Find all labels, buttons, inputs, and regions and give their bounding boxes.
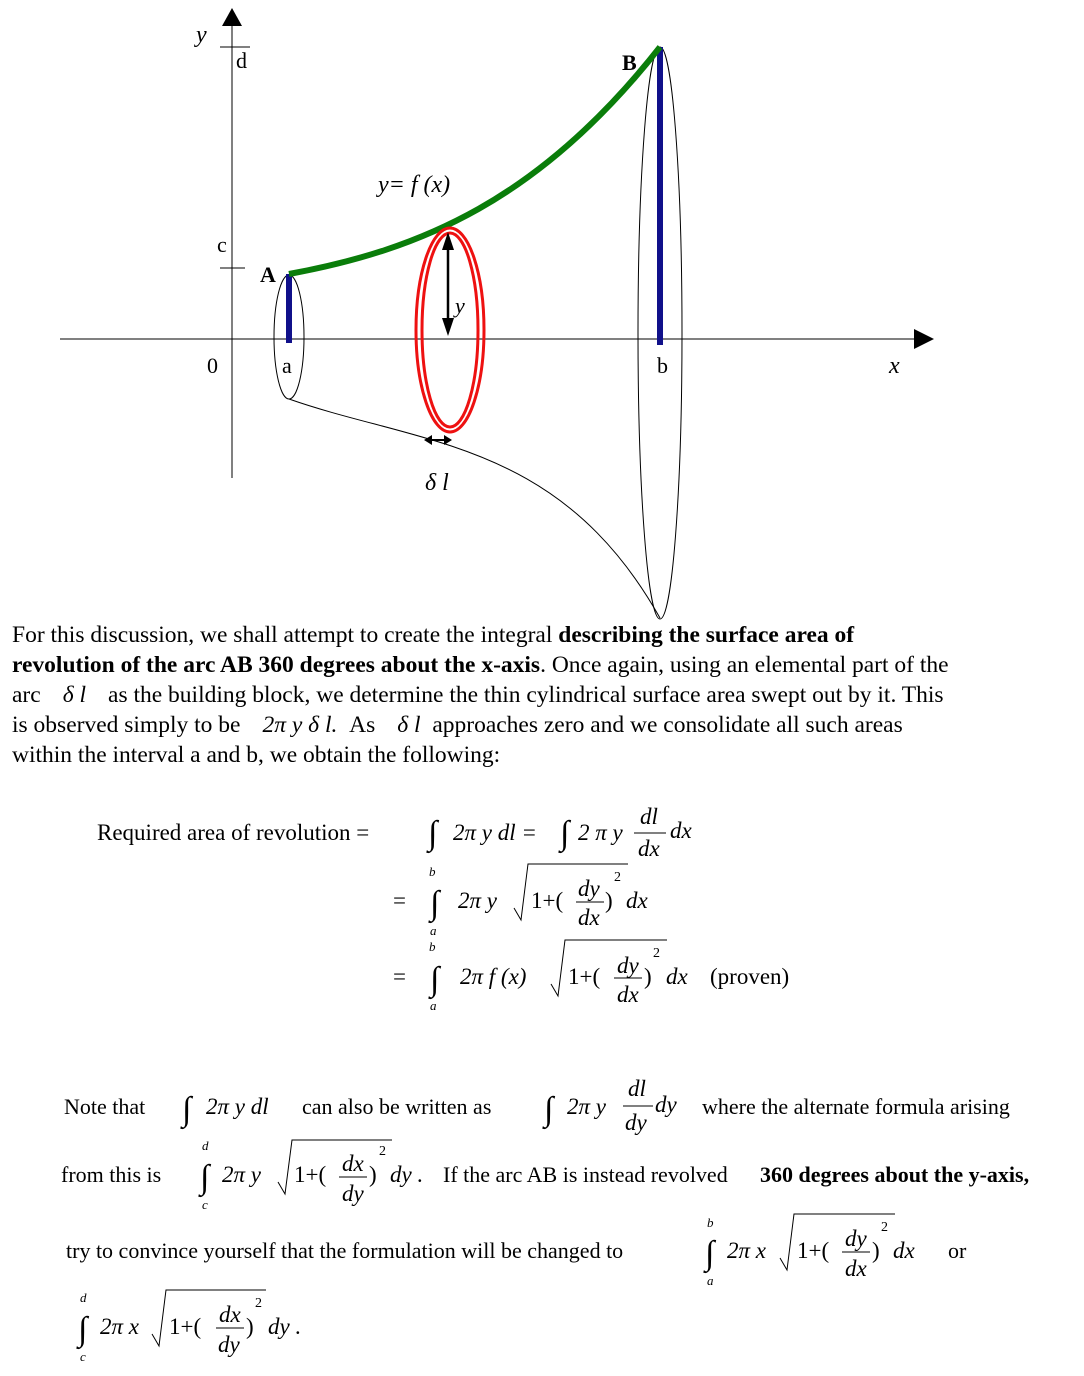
note-t7-int: ∫ <box>78 1311 88 1348</box>
p1: For this discussion, we shall attempt to create the integral <box>12 622 559 648</box>
eq3-integral: ∫ <box>430 961 440 998</box>
p1-bold: describing the surface area of <box>558 622 855 648</box>
note-t6-upper: b <box>707 1215 714 1230</box>
x-axis-arrow <box>914 329 934 349</box>
origin-label: 0 <box>207 353 218 378</box>
eq3-note: (proven) <box>710 964 790 989</box>
p2: . Once again, using an elemental part of the <box>540 652 949 678</box>
eq1-integral2: ∫ <box>560 815 570 852</box>
surface-lower-curve <box>289 399 660 618</box>
eq1-a: 2π y dl = <box>453 820 537 845</box>
note-t3: where the alternate formula arising <box>702 1094 1010 1119</box>
eq2-den: dx <box>578 905 600 930</box>
note-t4-tail: dy . <box>390 1162 424 1187</box>
note-t4-num: dx <box>342 1151 364 1176</box>
note-t6-lower: a <box>707 1273 714 1288</box>
eq2-num: dy <box>578 876 600 901</box>
eq2-upper: b <box>429 864 436 879</box>
radius-arrow-head-bottom <box>442 318 454 336</box>
note-t7-num: dx <box>219 1302 241 1327</box>
eq3-den: dx <box>617 982 639 1007</box>
note-int1: ∫ <box>182 1091 192 1128</box>
note-t7-lower: c <box>80 1349 86 1364</box>
p3-sym: δ l <box>62 682 87 708</box>
note-t6-root: 1+( <box>797 1238 830 1263</box>
curve-y-f-x <box>289 47 660 274</box>
note-t4-root: 1+( <box>294 1162 327 1187</box>
p4-sym: 2π y δ l. <box>262 712 338 738</box>
x-axis-label: x <box>889 353 900 379</box>
eq1-b: 2 π y <box>578 820 623 845</box>
note-t6-num: dy <box>845 1226 867 1251</box>
eq2-root: 1+( <box>531 888 564 913</box>
eq2-power: 2 <box>614 870 621 885</box>
point-b-label: B <box>622 50 637 75</box>
y-axis-label: y <box>196 22 207 48</box>
note-t6: try to convince yourself that the formulation will be changed to <box>66 1238 624 1263</box>
note-t5-bold: 360 degrees about the y-axis, <box>760 1162 1030 1187</box>
note-t6-close: ) <box>872 1238 880 1263</box>
p4a: is observed simply to be <box>12 712 241 738</box>
eq1-den: dx <box>638 836 660 861</box>
note-t1: Note that <box>64 1094 146 1119</box>
eq2-c: dx <box>626 888 648 913</box>
eq2-a: 2π y <box>458 888 497 913</box>
note-t4: from this is <box>61 1162 162 1187</box>
delta-arrow-left <box>424 435 432 445</box>
note-t4-int: ∫ <box>200 1159 210 1196</box>
tick-b-label: b <box>657 353 668 378</box>
p3a: arc <box>12 682 41 708</box>
delta-arrow-right <box>444 435 452 445</box>
note-t5: If the arc AB is instead revolved <box>443 1162 728 1187</box>
note-t4-power: 2 <box>379 1144 386 1159</box>
eq1-num: dl <box>640 804 658 829</box>
note-t6-expr: 2π x <box>727 1238 766 1263</box>
note-t7-power: 2 <box>255 1296 262 1311</box>
note-t2-expr-b: dy <box>655 1092 677 1117</box>
note-t2-expr-a: 2π y <box>567 1094 606 1119</box>
delta-label: δ l <box>425 470 449 496</box>
eq3-lower: a <box>430 998 437 1013</box>
curve-label: y= f (x) <box>378 172 451 198</box>
intro-paragraph <box>12 620 1072 770</box>
note-t6-int: ∫ <box>705 1235 715 1272</box>
p4c: approaches zero and we consolidate all such areas <box>432 712 903 738</box>
p3b: as the building block, we determine the thin cylindrical surface area swept out by it. This <box>108 682 944 708</box>
note-t7-tail: dy . <box>268 1314 302 1339</box>
point-a-label: A <box>260 262 276 287</box>
note-t4-close: ) <box>369 1162 377 1187</box>
note-t6-or: or <box>948 1238 967 1263</box>
eq3-num: dy <box>617 953 639 978</box>
note-t4-expr: 2π y <box>222 1162 261 1187</box>
eq3-sign: = <box>393 964 406 989</box>
eq3-upper: b <box>429 939 436 954</box>
note-t2-num: dl <box>628 1076 646 1101</box>
p2-bold: revolution of the arc AB 360 degrees about the x-axis <box>12 652 541 678</box>
eq3-c: dx <box>666 964 688 989</box>
note-t6-power: 2 <box>881 1220 888 1235</box>
tick-a-label: a <box>282 353 292 378</box>
note-t7-den: dy <box>218 1332 240 1357</box>
note-t4-den: dy <box>342 1181 364 1206</box>
note-t7-expr: 2π x <box>100 1314 139 1339</box>
note-t4-lower: c <box>202 1197 208 1212</box>
note-t4-upper: d <box>202 1138 209 1153</box>
note-t2-den: dy <box>625 1110 647 1135</box>
note-t6-den: dx <box>845 1256 867 1281</box>
eq3-a: 2π f (x) <box>460 964 527 989</box>
note-t2: can also be written as <box>302 1094 492 1119</box>
eq3-root: 1+( <box>568 964 601 989</box>
p5: within the interval a and b, we obtain the following: <box>12 742 501 768</box>
eq-label: Required area of revolution = <box>97 820 370 845</box>
tick-d-label: d <box>236 48 247 73</box>
note-t1-expr: 2π y dl <box>206 1094 269 1119</box>
equations-block <box>0 780 1084 1376</box>
eq2-close: ) <box>605 888 613 913</box>
eq2-lower: a <box>430 923 437 938</box>
radius-label: y <box>455 293 465 318</box>
eq3-close: ) <box>644 964 652 989</box>
eq2-sign: = <box>393 888 406 913</box>
note-t7-root: 1+( <box>169 1314 202 1339</box>
tick-c-label: c <box>217 232 227 257</box>
note-int2: ∫ <box>544 1091 554 1128</box>
y-axis-arrow <box>222 8 242 26</box>
eq2-integral: ∫ <box>430 885 440 922</box>
eq1-integral: ∫ <box>428 815 438 852</box>
eq1-c: dx <box>670 818 692 843</box>
note-t7-close: ) <box>246 1314 254 1339</box>
p4b: As <box>349 712 376 738</box>
p4-sym2: δ l <box>397 712 421 738</box>
note-t7-upper: d <box>80 1290 87 1305</box>
eq3-power: 2 <box>653 946 660 961</box>
surface-of-revolution-diagram <box>0 0 1084 625</box>
note-t6-tail: dx <box>893 1238 915 1263</box>
